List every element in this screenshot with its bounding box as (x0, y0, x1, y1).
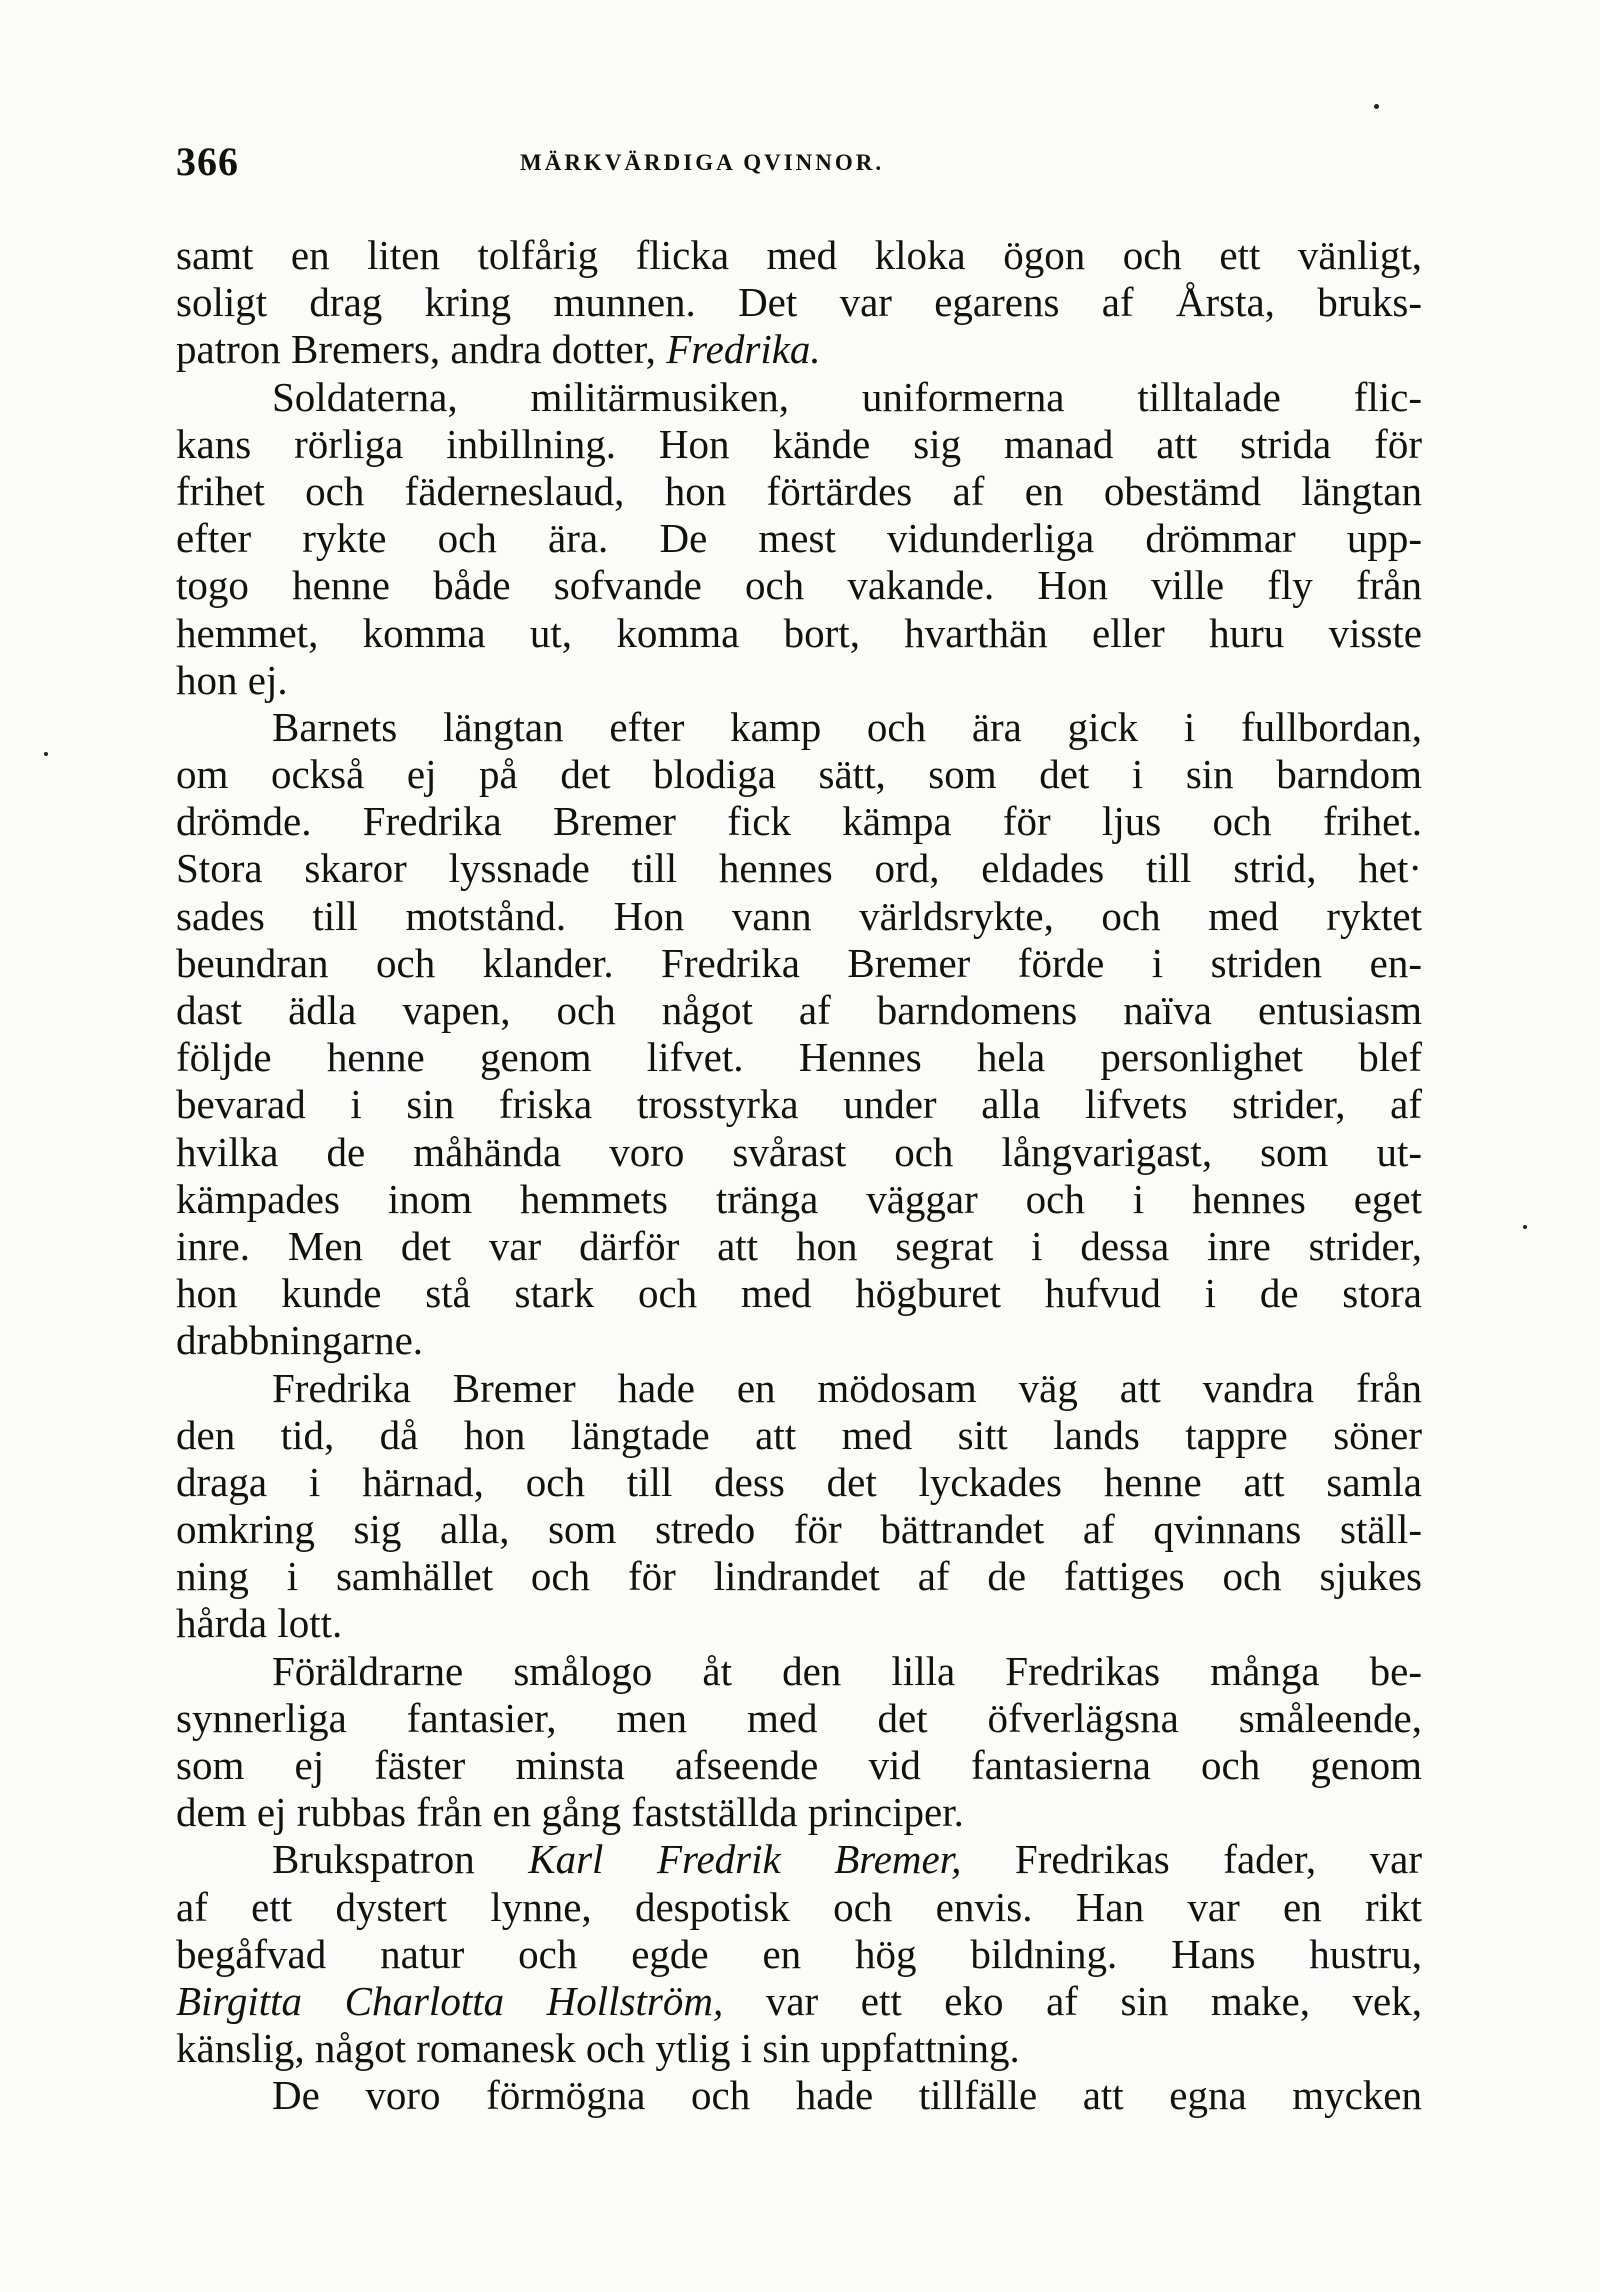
text-segment: hon ej. (176, 656, 288, 703)
text-line (176, 1884, 1422, 1931)
text-segment: dast ädla vapen, och något af barndomens naïva entusiasm (176, 987, 1422, 1033)
text-segment: draga i härnad, och till dess det lyckades henne att samla (176, 1458, 1422, 1505)
text-line (176, 1034, 1422, 1081)
text-line (176, 374, 1422, 421)
text-segment: drabbningarne. (176, 1317, 424, 1364)
text-line (176, 845, 1422, 892)
text-line (176, 515, 1422, 562)
text-segment: Soldaterna, militärmusiken, uniformerna tilltalade flic- (272, 373, 1422, 420)
text-segment: patron Bremers, andra dotter, (176, 326, 667, 373)
text-line (176, 1365, 1422, 1412)
text-segment: drömde. Fredrika Bremer fick kämpa för ljus och frihet. (176, 798, 1422, 845)
text-segment: ning i samhället och för lindrandet af de fattiges och sjukes (176, 1553, 1422, 1600)
text-line (176, 751, 1422, 798)
print-speck (44, 752, 48, 756)
text-line (176, 1129, 1422, 1176)
text-segment: Barnets längtan efter kamp och ära gick i fullbordan, (272, 703, 1422, 750)
italic-text: Karl Fredrik Bremer, (528, 1836, 962, 1883)
text-segment: inre. Men det var därför att hon segrat i dessa inre strider, (176, 1222, 1422, 1269)
text-segment: soligt drag kring munnen. Det var egarens af Årsta, bruks- (176, 279, 1422, 326)
text-segment: efter rykte och ära. De mest vidunderliga drömmar upp- (176, 515, 1422, 562)
text-line (176, 940, 1422, 987)
text-segment: togo henne både sofvande och vakande. Hon ville fly från (176, 562, 1422, 609)
text-line (176, 1412, 1422, 1459)
text-segment: Brukspatron (272, 1836, 529, 1883)
text-line (176, 2025, 1422, 2072)
text-segment: Fredrikas fader, var (961, 1836, 1422, 1883)
text-segment: bevarad i sin friska trosstyrka under alla lifvets strider, af (176, 1081, 1422, 1128)
text-line (176, 1600, 1422, 1647)
text-line (176, 798, 1422, 845)
text-line (176, 279, 1422, 326)
text-line (176, 232, 1422, 279)
text-segment: hon kunde stå stark och med högburet hufvud i de stora (176, 1270, 1422, 1317)
text-line (176, 1931, 1422, 1978)
text-line (176, 657, 1422, 704)
text-line (176, 893, 1422, 940)
text-line (176, 1223, 1422, 1270)
italic-text: Birgitta Charlotta Hollström, (176, 1977, 724, 2024)
text-segment: omkring sig alla, som stredo för bättrandet af qvinnans ställ- (176, 1506, 1422, 1553)
text-segment: Fredrika Bremer hade en mödosam väg att vandra från (272, 1364, 1422, 1411)
text-segment: Stora skaror lyssnade till hennes ord, eldades till strid, het· (176, 845, 1422, 892)
text-segment: som ej fäster minsta afseende vid fantasierna och genom (176, 1742, 1422, 1788)
text-line (176, 1176, 1422, 1223)
text-line (176, 987, 1422, 1034)
print-speck (1374, 104, 1379, 109)
text-line (176, 1695, 1422, 1742)
text-line (176, 2072, 1422, 2119)
text-segment: hemmet, komma ut, komma bort, hvarthän eller huru visste (176, 609, 1422, 656)
text-line (176, 562, 1422, 609)
italic-text: Fredrika. (666, 326, 821, 373)
body-text (176, 232, 1422, 2120)
page-number: 366 (176, 139, 239, 184)
text-segment: den tid, då hon längtade att med sitt lands tappre söner (176, 1411, 1422, 1458)
text-segment: kämpades inom hemmets tränga väggar och i hennes eget (176, 1175, 1422, 1222)
text-line (176, 610, 1422, 657)
print-speck (1523, 1225, 1527, 1229)
running-head: MÄRKVÄRDIGA QVINNOR. (520, 150, 885, 175)
text-line (176, 704, 1422, 751)
text-segment: af ett dystert lynne, despotisk och envis. Han var en rikt (176, 1883, 1422, 1930)
text-segment: frihet och fäderneslaud, hon förtärdes af en obestämd längtan (176, 467, 1422, 514)
text-line (176, 1459, 1422, 1506)
text-line (176, 1836, 1422, 1883)
text-line (176, 1317, 1422, 1364)
text-segment: följde henne genom lifvet. Hennes hela personlighet blef (176, 1034, 1422, 1081)
text-line (176, 1648, 1422, 1695)
text-segment: samt en liten tolfårig flicka med kloka ögon och ett vänligt, (176, 232, 1422, 278)
text-segment: De voro förmögna och hade tillfälle att egna mycken (272, 2072, 1422, 2119)
text-segment: beundran och klander. Fredrika Bremer förde i striden en- (176, 939, 1422, 986)
text-segment: hvilka de måhända voro svårast och långvarigast, som ut- (176, 1128, 1422, 1175)
text-line (176, 1506, 1422, 1553)
text-line (176, 1978, 1422, 2025)
text-segment: känslig, något romanesk och ytlig i sin uppfattning. (176, 2025, 1020, 2072)
text-segment: var ett eko af sin make, vek, (723, 1977, 1422, 2024)
text-segment: sades till motstånd. Hon vann världsrykte, och med ryktet (176, 892, 1422, 939)
text-segment: dem ej rubbas från en gång fastställda principer. (176, 1789, 964, 1836)
text-line (176, 1553, 1422, 1600)
text-line (176, 1270, 1422, 1317)
text-line (176, 1742, 1422, 1789)
text-segment: Föräldrarne smålogo åt den lilla Fredrikas många be- (272, 1647, 1422, 1694)
text-segment: hårda lott. (176, 1600, 343, 1647)
text-line (176, 421, 1422, 468)
text-line (176, 1081, 1422, 1128)
text-line (176, 1789, 1422, 1836)
text-line (176, 326, 1422, 373)
text-line (176, 468, 1422, 515)
text-segment: kans rörliga inbillning. Hon kände sig manad att strida för (176, 420, 1422, 467)
text-segment: synnerliga fantasier, men med det öfverlägsna småleende, (176, 1694, 1422, 1741)
text-segment: begåfvad natur och egde en hög bildning. Hans hustru, (176, 1930, 1422, 1977)
text-segment: om också ej på det blodiga sätt, som det i sin barndom (176, 751, 1422, 798)
